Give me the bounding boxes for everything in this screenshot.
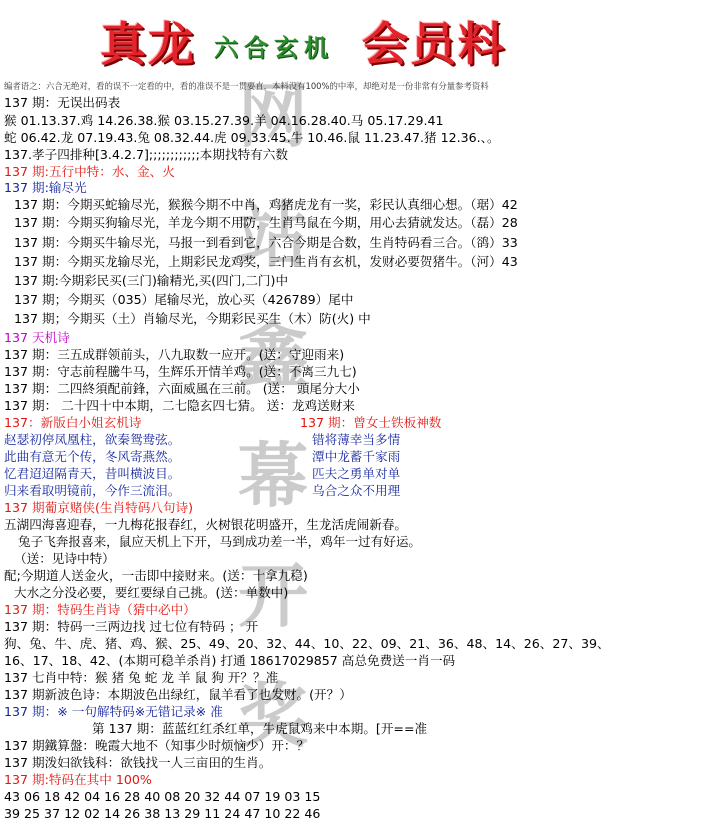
logo-title-part1: 真龙 <box>100 17 196 71</box>
logo <box>100 6 620 71</box>
one-sentence-line: 第 137 期：蓝蓝红红杀红单，牛虎鼠鸡来中本期。[开==准 <box>92 721 428 736</box>
special-code-poem-heading: 137 期：特码生肖诗（猜中必中） <box>4 602 196 617</box>
white-lady-poem-heading: 137：新版白小姐玄机诗 <box>4 415 142 430</box>
poem-line: 配;今期道人送金火，一击即中接财来。(送：十拿九稳) <box>4 568 308 583</box>
poem-line: （送：见诗中特） <box>14 551 115 566</box>
number-row: 43 06 18 42 04 16 28 40 08 20 32 44 07 19 03 15 <box>4 789 321 804</box>
poem-line: 五湖四海喜迎春，一九梅花报春红，火树银花明盛开，生龙活虎闹新春。 <box>4 517 407 532</box>
verse-line: 137 期；今期买（土）肖输尽光，今期彩民买生（木）防(火) 中 <box>14 311 371 326</box>
zodiac-number-row: 蛇 06.42.龙 07.19.43.兔 08.32.44.虎 09.33.45.牛 10.46.鼠 11.23.47.猪 12.36.、。 <box>4 130 500 145</box>
iron-plate-line: 乌合之众不用理 <box>312 483 401 498</box>
number-list-line: 16、17、18、42、(本期可稳羊杀肖) 打通 18617029857 高总免费送一肖一码 <box>4 653 456 668</box>
poem-line: 兔子飞奔报喜来，鼠应天机上下开，马到成功差一半，鸡年一过有好运。 <box>18 534 421 549</box>
iron-plate-line: 潭中龙蓄千家雨 <box>312 449 401 464</box>
seven-zodiac-line: 137 七肖中特：猴 猪 兔 蛇 龙 羊 鼠 狗 开？？准 <box>4 670 279 685</box>
watermark-char: 幕 <box>238 434 308 517</box>
poem-line: 137 期： 二十四十中本期，二七隐玄四七猜。 送：龙鸡送财来 <box>4 398 355 413</box>
casino-poem-heading: 137 期葡京赌侠(生肖特码八句诗) <box>4 500 193 515</box>
verse-line: 137 期：今期买龙输尽光，上期彩民龙鸡奖，三门生肖有玄机，发财必要贺猪牛。（河）43 <box>14 254 518 269</box>
disclaimer-text: 编者语之：六合无绝对，看的误不一定看的中，看的准误不是一贯要直，本料没有100%的中率，却绝对是一份非常有分量参考资料 <box>4 81 489 91</box>
number-list-line: 狗、兔、牛、虎、猪、鸡、猴、25、49、20、32、44、10、22、09、21、36、48、14、26、27、39、 <box>4 636 610 651</box>
watermark-char: 鑫 <box>238 314 308 397</box>
white-lady-poem-line: 归来看取明镜前，今作三流泪。 <box>4 483 181 498</box>
watermark-char: 开 <box>238 554 308 637</box>
zodiac-number-row: 猴 01.13.37.鸡 14.26.38.猴 03.15.27.39.羊 04.16.28.40.马 05.17.29.41 <box>4 113 444 128</box>
shrew-money-line: 137 期泼妇欲钱科：欲钱找一人三亩田的生肖。 <box>4 755 272 770</box>
verse-line: 137 期:今期彩民买(三门)输精光,买(四门,二门)中 <box>14 273 289 288</box>
logo-title-part2: 六合玄机 <box>214 33 334 62</box>
poem-line: 137 期：二四終須配前鋒，六面威風在三前。 (送： 頭尾分大小 <box>4 381 360 396</box>
four-sets-line: 137.孝子四排种[3.4.2.7];;;;;;;;;;;;本期找特有六数 <box>4 147 288 162</box>
white-lady-poem-line: 赵瑟初停凤凰柱，欲秦鸳鸯弦。 <box>4 432 181 447</box>
error-free-table-heading: 137 期：无误出码表 <box>4 95 121 110</box>
one-sentence-heading: 137 期：※ 一句解特码※无错记录※ 准 <box>4 704 223 719</box>
abacus-line: 137 期鐵算盤：晚霞大地不（知事少时烦恼少）开：？ <box>4 738 310 753</box>
special-code-inside-heading: 137 期:特码在其中 100% <box>4 772 152 787</box>
logo-title-part3: 会员料 <box>362 17 506 71</box>
verse-line: 137 期：今期买狗输尽光，羊龙今期不用防，生肖马鼠在今期，用心去猜就发达。（磊）28 <box>14 215 518 230</box>
iron-plate-line: 错将薄幸当多情 <box>312 432 401 447</box>
poem-line: 137 期：三五成群领前头，八九取数一应开。(送：守迎雨来) <box>4 347 345 362</box>
verse-line: 137 期：今期买牛输尽光，马报一到看到它，六合今期是合数，生肖特码看三合。（鹆）33 <box>14 235 518 250</box>
white-lady-poem-line: 忆君迢迢隔青天，昔叫横波目。 <box>4 466 181 481</box>
heavenly-poem-heading: 137 天机诗 <box>4 330 70 345</box>
number-row: 39 25 37 12 02 14 26 38 13 29 11 24 47 10 22 46 <box>4 806 321 821</box>
special-code-line: 137 期：特码一三两边找 过七位有特码 ； 开 <box>4 619 259 634</box>
five-elements-line: 137 期:五行中特：水、金、火 <box>4 164 175 179</box>
verse-line: 137 期；今期买（035）尾输尽光，放心买（426789）尾中 <box>14 292 354 307</box>
wave-color-poem-line: 137 期新波色诗：本期波色出绿红，鼠羊看了也发财。(开？） <box>4 687 352 702</box>
iron-plate-line: 匹夫之勇单对单 <box>312 466 401 481</box>
iron-plate-heading: 137 期：曾女士铁板神数 <box>300 415 442 430</box>
watermark <box>228 60 318 830</box>
poem-line: 大水之分没必要，要红要绿自己挑。(送：单数中) <box>14 585 289 600</box>
poem-line: 137 期：守志前程騰牛马，生辉乐开情羊鸡。(送：不离三九七) <box>4 364 357 379</box>
lose-all-heading: 137 期:输尽光 <box>4 180 87 195</box>
watermark-char: 奖 <box>238 674 308 757</box>
watermark-char: 站 <box>238 194 308 277</box>
watermark-char: 网 <box>238 74 308 157</box>
white-lady-poem-line: 此曲有意无个传，冬风寄燕然。 <box>4 449 181 464</box>
verse-line: 137 期：今期买蛇输尽光，猴猴今期不中肖，鸡猪虎龙有一奖，彩民认真细心想。（琚）42 <box>14 197 518 212</box>
